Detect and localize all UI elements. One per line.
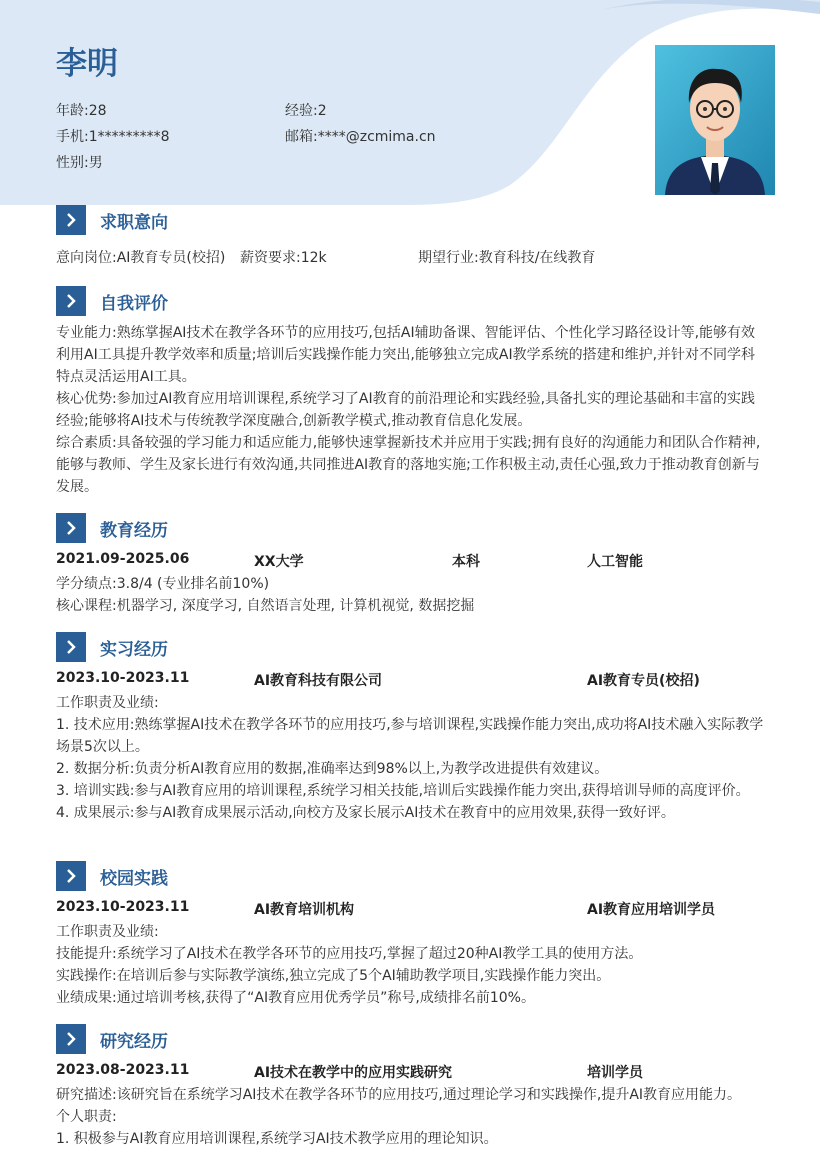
chevron-right-icon bbox=[56, 286, 86, 316]
age-field bbox=[56, 101, 107, 121]
education-details bbox=[56, 573, 768, 617]
detail-line: 技能提升:系统学习了AI技术在教学各环节的应用技巧,掌握了超过20种AI教学工具的使用方法。 bbox=[56, 946, 643, 962]
candidate-name: 李明 bbox=[56, 46, 118, 82]
role: 培训学员 bbox=[587, 1065, 643, 1081]
paragraph: 专业能力:熟练掌握AI技术在教学各环节的应用技巧,包括AI辅助备课、智能评估、个性化学习路径设计等,能够有效利用AI工具提升教学效率和质量;培训后实践操作能力突出,能够独立完成AI教学系统的搭建和维护,并针对不同学科特点灵活运用AI工具。 bbox=[56, 325, 756, 385]
section-education bbox=[56, 513, 168, 543]
section-job-intent bbox=[56, 205, 168, 235]
section-campus-practice bbox=[56, 861, 168, 891]
age-value: 28 bbox=[88, 103, 107, 119]
section-internship bbox=[56, 632, 168, 662]
company: AI教育科技有限公司 bbox=[254, 673, 383, 689]
email-field bbox=[285, 127, 436, 147]
intent-industry: 期望行业:教育科技/在线教育 bbox=[418, 250, 596, 266]
degree: 本科 bbox=[452, 554, 480, 570]
profile-photo bbox=[655, 45, 775, 195]
self-evaluation-text bbox=[56, 322, 768, 498]
detail-line: 业绩成果:通过培训考核,获得了“AI教育应用优秀学员”称号,成绩排名前10%。 bbox=[56, 990, 535, 1006]
campus-row bbox=[56, 899, 768, 919]
detail-line: 核心课程:机器学习, 深度学习, 自然语言处理, 计算机视觉, 数据挖掘 bbox=[56, 598, 475, 614]
education-row bbox=[56, 551, 768, 571]
chevron-right-icon bbox=[56, 861, 86, 891]
gender-value: 男 bbox=[88, 155, 103, 171]
age-label: 年龄: bbox=[56, 103, 89, 119]
detail-line: 4. 成果展示:参与AI教育成果展示活动,向校方及家长展示AI技术在教育中的应用效果,获得一致好评。 bbox=[56, 805, 675, 821]
chevron-right-icon bbox=[56, 513, 86, 543]
role: AI教育应用培训学员 bbox=[587, 902, 716, 918]
detail-line: 2. 数据分析:负责分析AI教育应用的数据,准确率达到98%以上,为教学改进提供有效建议。 bbox=[56, 761, 609, 777]
section-research bbox=[56, 1024, 168, 1054]
chevron-right-icon bbox=[56, 632, 86, 662]
detail-line: 工作职责及业绩: bbox=[56, 695, 159, 711]
project: AI技术在教学中的应用实践研究 bbox=[254, 1065, 453, 1081]
detail-line: 1. 积极参与AI教育应用培训课程,系统学习AI技术教学应用的理论知识。 bbox=[56, 1131, 498, 1147]
experience-field bbox=[285, 101, 327, 121]
major: 人工智能 bbox=[587, 554, 643, 570]
detail-line: 1. 技术应用:熟练掌握AI技术在教学各环节的应用技巧,参与培训课程,实践操作能力突出,成功将AI技术融入实际教学场景5次以上。 bbox=[56, 717, 764, 755]
chevron-right-icon bbox=[56, 205, 86, 235]
portrait-illustration bbox=[655, 45, 775, 195]
detail-line: 研究描述:该研究旨在系统学习AI技术在教学各环节的应用技巧,通过理论学习和实践操作,提升AI教育应用能力。 bbox=[56, 1087, 742, 1103]
email-label: 邮箱: bbox=[285, 129, 318, 145]
section-title: 校园实践 bbox=[100, 868, 168, 889]
section-title: 实习经历 bbox=[100, 639, 168, 660]
detail-line: 3. 培训实践:参与AI教育应用的培训课程,系统学习相关技能,培训后实践操作能力突出,获得培训导师的高度评价。 bbox=[56, 783, 750, 799]
organization: AI教育培训机构 bbox=[254, 902, 355, 918]
section-self-evaluation bbox=[56, 286, 168, 316]
intent-position: 意向岗位:AI教育专员(校招) bbox=[56, 250, 226, 266]
research-row bbox=[56, 1062, 768, 1082]
section-title: 研究经历 bbox=[100, 1031, 168, 1052]
school: XX大学 bbox=[254, 554, 304, 570]
section-title: 自我评价 bbox=[100, 293, 168, 314]
period: 2023.08-2023.11 bbox=[56, 1062, 190, 1078]
experience-label: 经验: bbox=[285, 103, 318, 119]
internship-row bbox=[56, 670, 768, 690]
detail-line: 实践操作:在培训后参与实际教学演练,独立完成了5个AI辅助教学项目,实践操作能力突出。 bbox=[56, 968, 611, 984]
role: AI教育专员(校招) bbox=[587, 673, 700, 689]
gender-label: 性别: bbox=[56, 155, 89, 171]
section-title: 教育经历 bbox=[100, 520, 168, 541]
campus-details bbox=[56, 921, 768, 1009]
phone-label: 手机: bbox=[56, 129, 89, 145]
paragraph: 核心优势:参加过AI教育应用培训课程,系统学习了AI教育的前沿理论和实践经验,具备扎实的理论基础和丰富的实践经验;能够将AI技术与传统教学深度融合,创新教学模式,推动教育信息化发展。 bbox=[56, 391, 756, 429]
period: 2023.10-2023.11 bbox=[56, 670, 190, 686]
research-details bbox=[56, 1084, 768, 1150]
paragraph: 综合素质:具备较强的学习能力和适应能力,能够快速掌握新技术并应用于实践;拥有良好的沟通能力和团队合作精神,能够与教师、学生及家长进行有效沟通,共同推进AI教育的落地实施;工作积极主动,责任心强,致力于推动教育创新与发展。 bbox=[56, 435, 761, 495]
phone-value: 1*********8 bbox=[88, 129, 170, 145]
period: 2023.10-2023.11 bbox=[56, 899, 190, 915]
experience-value: 2 bbox=[317, 103, 327, 119]
phone-field bbox=[56, 127, 170, 147]
detail-line: 工作职责及业绩: bbox=[56, 924, 159, 940]
detail-line: 学分绩点:3.8/4 (专业排名前10%) bbox=[56, 576, 270, 592]
intent-salary: 薪资要求:12k bbox=[240, 250, 327, 266]
period: 2021.09-2025.06 bbox=[56, 551, 190, 567]
gender-field bbox=[56, 153, 103, 173]
chevron-right-icon bbox=[56, 1024, 86, 1054]
section-title: 求职意向 bbox=[100, 212, 168, 233]
internship-details bbox=[56, 692, 768, 824]
detail-line: 个人职责: bbox=[56, 1109, 117, 1125]
email-value: ****@zcmima.cn bbox=[317, 129, 436, 145]
